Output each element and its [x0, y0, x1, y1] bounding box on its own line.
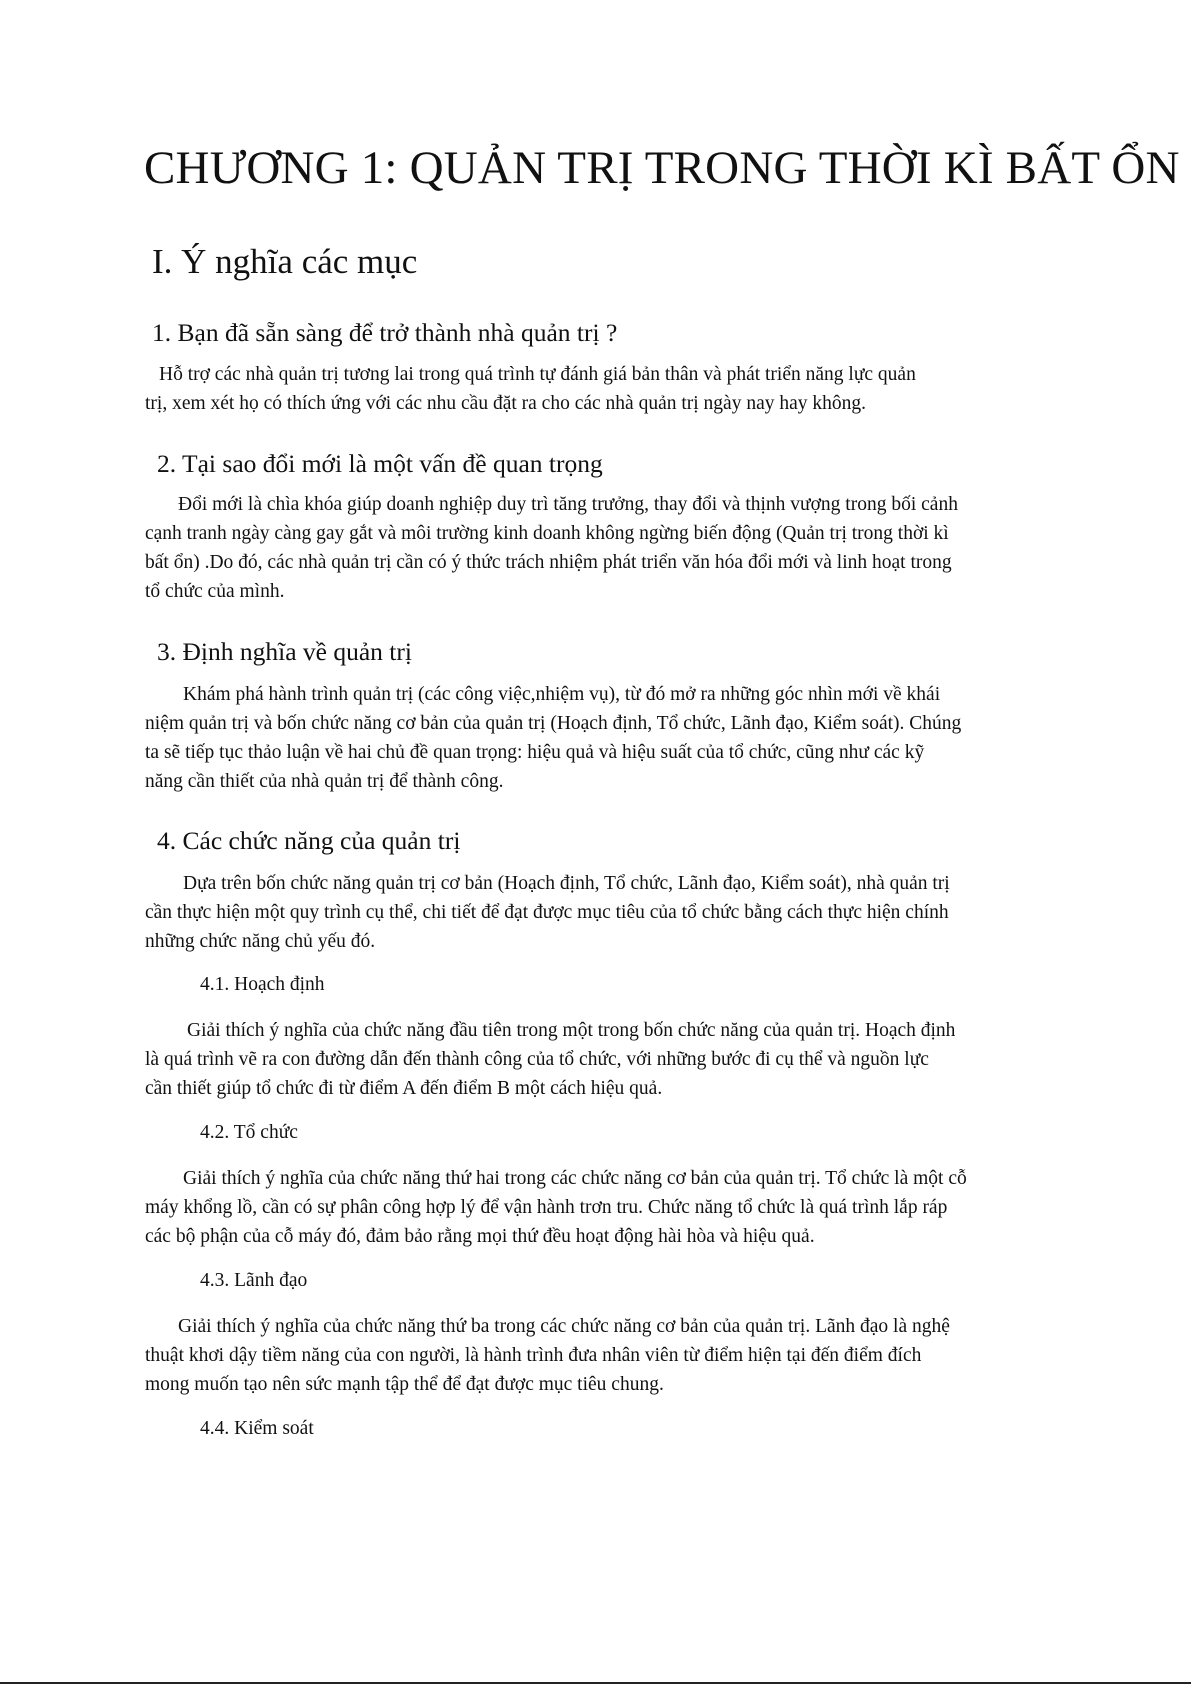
item-heading-2: 2. Tại sao đổi mới là một vấn đề quan trọng [157, 449, 603, 478]
item-paragraph-1 [145, 360, 1075, 418]
paragraph-line: ta sẽ tiếp tục thảo luận về hai chủ đề quan trọng: hiệu quả và hiệu suất của tổ chức, cũng như các kỹ [145, 742, 925, 763]
paragraph-line: những chức năng chủ yếu đó. [145, 931, 376, 952]
paragraph-line: cần thiết giúp tổ chức đi từ điểm A đến điểm B một cách hiệu quả. [145, 1078, 663, 1099]
chapter-title: CHƯƠNG 1: QUẢN TRỊ TRONG THỜI KÌ BẤT ỔN [144, 142, 1180, 194]
function-paragraph-planning [145, 1016, 1075, 1103]
function-paragraph-organizing [145, 1164, 1075, 1251]
item-paragraph-2 [145, 490, 1075, 606]
section-heading: I. Ý nghĩa các mục [152, 242, 418, 281]
paragraph-line: cạnh tranh ngày càng gay gắt và môi trường kinh doanh không ngừng biến động (Quản trị trong thời kì [145, 523, 949, 544]
item-heading-3: 3. Định nghĩa về quản trị [157, 637, 412, 666]
paragraph-line: mong muốn tạo nên sức mạnh tập thể để đạt được mục tiêu chung. [145, 1374, 664, 1395]
paragraph-line: Dựa trên bốn chức năng quản trị cơ bản (Hoạch định, Tổ chức, Lãnh đạo, Kiểm soát), nhà quản trị [183, 873, 950, 894]
function-paragraph-leading [145, 1312, 1075, 1399]
function-heading-planning: 4.1. Hoạch định [200, 974, 325, 995]
paragraph-line: tổ chức của mình. [145, 581, 285, 602]
paragraph-line: Giải thích ý nghĩa của chức năng thứ ba trong các chức năng cơ bản của quản trị. Lãnh đạo là nghệ [178, 1316, 950, 1337]
item-heading-1: 1. Bạn đã sẵn sàng để trở thành nhà quản trị ? [152, 318, 618, 347]
item-paragraph-4 [145, 869, 1075, 956]
item-heading-4: 4. Các chức năng của quản trị [157, 826, 461, 855]
paragraph-line: các bộ phận của cỗ máy đó, đảm bảo rằng mọi thứ đều hoạt động hài hòa và hiệu quả. [145, 1226, 815, 1247]
paragraph-line: Giải thích ý nghĩa của chức năng đầu tiên trong một trong bốn chức năng của quản trị. Hoạch định [187, 1020, 956, 1041]
page-bottom-rule [0, 1682, 1191, 1684]
function-heading-controlling: 4.4. Kiểm soát [200, 1418, 314, 1439]
paragraph-line: máy khổng lồ, cần có sự phân công hợp lý để vận hành trơn tru. Chức năng tổ chức là quá trình lắp ráp [145, 1197, 948, 1218]
paragraph-line: cần thực hiện một quy trình cụ thể, chi tiết để đạt được mục tiêu của tổ chức bằng cách thực hiện chính [145, 902, 949, 923]
paragraph-line: năng cần thiết của nhà quản trị để thành công. [145, 771, 504, 792]
paragraph-line: trị, xem xét họ có thích ứng với các nhu cầu đặt ra cho các nhà quản trị ngày nay hay không. [145, 393, 867, 414]
paragraph-line: Đổi mới là chìa khóa giúp doanh nghiệp duy trì tăng trưởng, thay đổi và thịnh vượng trong bối cảnh [178, 494, 958, 515]
item-paragraph-3 [145, 680, 1075, 796]
paragraph-line: Hỗ trợ các nhà quản trị tương lai trong quá trình tự đánh giá bản thân và phát triển năng lực quản [159, 364, 916, 385]
paragraph-line: là quá trình vẽ ra con đường dẫn đến thành công của tổ chức, với những bước đi cụ thể và nguồn lực [145, 1049, 929, 1070]
paragraph-line: Giải thích ý nghĩa của chức năng thứ hai trong các chức năng cơ bản của quản trị. Tổ chức là một cỗ [183, 1168, 967, 1189]
function-heading-leading: 4.3. Lãnh đạo [200, 1270, 308, 1291]
paragraph-line: Khám phá hành trình quản trị (các công việc,nhiệm vụ), từ đó mở ra những góc nhìn mới về khái [183, 684, 941, 705]
function-heading-organizing: 4.2. Tổ chức [200, 1122, 298, 1143]
paragraph-line: bất ổn) .Do đó, các nhà quản trị cần có ý thức trách nhiệm phát triển văn hóa đổi mới và linh hoạt trong [145, 552, 952, 573]
paragraph-line: niệm quản trị và bốn chức năng cơ bản của quản trị (Hoạch định, Tổ chức, Lãnh đạo, Kiểm soát). Chúng [145, 713, 962, 734]
paragraph-line: thuật khơi dậy tiềm năng của con người, là hành trình đưa nhân viên từ điểm hiện tại đến điểm đích [145, 1345, 922, 1366]
